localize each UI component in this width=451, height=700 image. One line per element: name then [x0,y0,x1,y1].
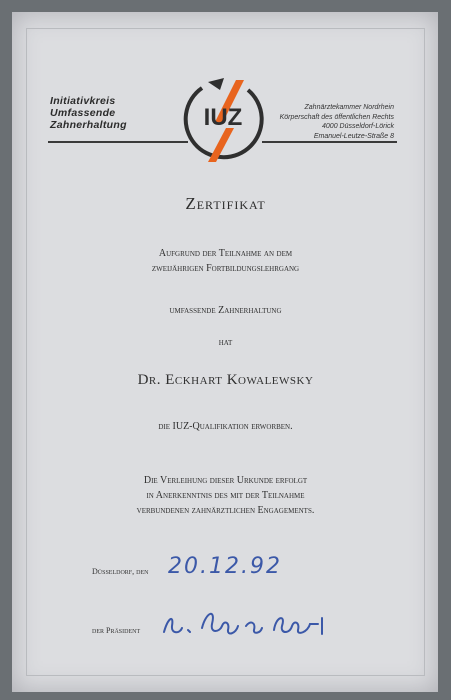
initiative-line-2: Umfassende [50,107,116,119]
place-label: Düsseldorf, den [92,567,149,576]
president-signature [158,604,338,644]
header-rule-right [262,141,397,143]
iuz-logo [178,72,268,164]
certificate-title: Zertifikat [185,194,266,213]
recipient-name: Dr. Eckhart Kowalewsky [137,372,314,388]
note-line-3: verbundenen zahnärztlichen Engagements. [136,505,315,516]
president-label: der Präsident [92,626,141,635]
logo-text: IUZ [203,104,243,131]
chamber-line-4: Emanuel-Leutze-Straße 8 [313,132,394,140]
qualification-line: die IUZ-Qualifikation erworben. [158,421,293,432]
chamber-address [278,103,394,141]
header-rule-left [48,141,188,143]
course-name: umfassende Zahnerhaltung [169,305,282,316]
chamber-line-1: Zahnärztekammer Nordrhein [304,104,394,111]
note-line-1: Die Verleihung dieser Urkunde erfolgt [143,475,308,486]
initiative-line-3: Zahnerhaltung [50,119,127,131]
initiative-name [50,95,190,131]
intro-line-2: zweijährigen Fortbildungslehrgang [151,263,300,274]
chamber-line-3: 4000 Düsseldorf-Lörick [322,123,394,130]
chamber-line-2: Körperschaft des öffentlichen Rechts [279,113,394,121]
intro-line-1: Aufgrund der Teilnahme an dem [158,248,293,259]
initiative-line-1: Initiativkreis [50,95,116,107]
hat-word: hat [218,337,233,348]
note-line-2: in Anerkenntnis des mit der Teilnahme [146,490,305,501]
handwritten-date: 20.12.92 [168,554,282,579]
